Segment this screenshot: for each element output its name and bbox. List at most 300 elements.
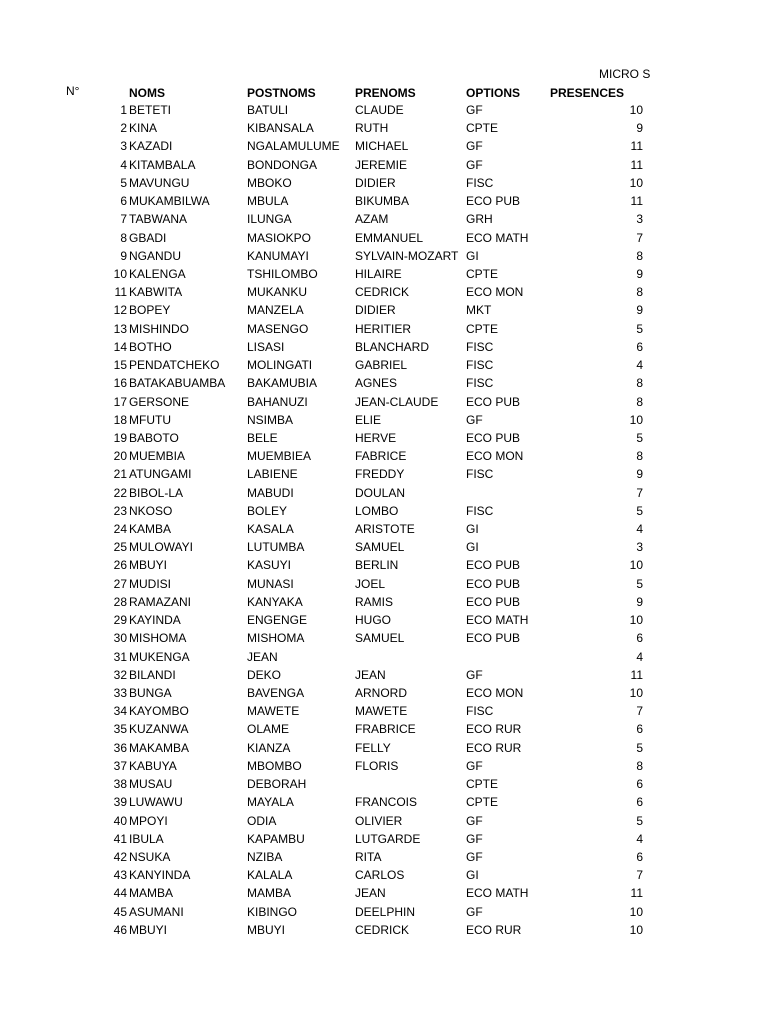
cell-presence: 8 — [636, 394, 643, 409]
cell-number: 3 — [120, 139, 127, 154]
cell-postnom: JEAN — [247, 649, 278, 664]
column-header-postnoms: POSTNOMS — [247, 86, 316, 100]
table-row — [0, 922, 768, 940]
cell-number: 30 — [113, 631, 127, 646]
cell-presence: 5 — [636, 576, 643, 591]
cell-prenom: ARISTOTE — [355, 522, 415, 537]
cell-option: FISC — [466, 376, 494, 391]
cell-postnom: MUNASI — [247, 576, 294, 591]
cell-presence: 10 — [629, 175, 643, 190]
cell-prenom: AZAM — [355, 212, 389, 227]
cell-number: 39 — [113, 795, 127, 810]
table-row — [0, 193, 768, 211]
cell-presence: 8 — [636, 758, 643, 773]
cell-option: GI — [466, 522, 479, 537]
cell-number: 29 — [113, 613, 127, 628]
cell-option: ECO MATH — [466, 886, 529, 901]
cell-option: CPTE — [466, 795, 499, 810]
cell-presence: 3 — [636, 540, 643, 555]
cell-prenom: AGNES — [355, 376, 398, 391]
cell-prenom: JEAN — [355, 886, 386, 901]
cell-prenom: RITA — [355, 849, 382, 864]
table-row — [0, 248, 768, 266]
table-row — [0, 630, 768, 648]
cell-prenom: FRANCOIS — [355, 795, 418, 810]
cell-postnom: ENGENGE — [247, 613, 308, 628]
cell-prenom: ELIE — [355, 412, 382, 427]
cell-prenom: RUTH — [355, 121, 389, 136]
cell-option: CPTE — [466, 121, 499, 136]
cell-presence: 6 — [636, 339, 643, 354]
column-header-noms: NOMS — [129, 86, 165, 100]
cell-postnom: KASALA — [247, 522, 294, 537]
cell-number: 34 — [113, 704, 127, 719]
cell-postnom: BAHANUZI — [247, 394, 308, 409]
cell-postnom: ILUNGA — [247, 212, 292, 227]
cell-option: FISC — [466, 339, 494, 354]
cell-prenom: DOULAN — [355, 485, 406, 500]
cell-number: 6 — [120, 194, 127, 209]
cell-option: CPTE — [466, 266, 499, 281]
cell-prenom: MAWETE — [355, 704, 408, 719]
table-row — [0, 740, 768, 758]
table-row — [0, 885, 768, 903]
cell-nom: MUSAU — [129, 777, 173, 792]
cell-nom: MPOYI — [129, 813, 168, 828]
cell-option: GF — [466, 412, 483, 427]
cell-presence: 9 — [636, 594, 643, 609]
cell-postnom: NSIMBA — [247, 412, 294, 427]
cell-nom: IBULA — [129, 831, 164, 846]
cell-postnom: TSHILOMBO — [247, 266, 318, 281]
table-row — [0, 867, 768, 885]
cell-nom: MBUYI — [129, 558, 168, 573]
cell-prenom: CEDRICK — [355, 922, 410, 937]
cell-prenom: BERLIN — [355, 558, 399, 573]
cell-prenom: SYLVAIN-MOZART — [355, 248, 459, 263]
cell-presence: 5 — [636, 430, 643, 445]
cell-prenom: JEAN-CLAUDE — [355, 394, 439, 409]
cell-presence: 9 — [636, 467, 643, 482]
cell-prenom: JEAN — [355, 667, 386, 682]
cell-number: 46 — [113, 922, 127, 937]
cell-number: 35 — [113, 722, 127, 737]
cell-postnom: MOLINGATI — [247, 358, 313, 373]
table-row — [0, 430, 768, 448]
table-row — [0, 211, 768, 229]
cell-option: CPTE — [466, 321, 499, 336]
cell-presence: 3 — [636, 212, 643, 227]
cell-nom: LUWAWU — [129, 795, 183, 810]
table-row — [0, 521, 768, 539]
cell-postnom: KASUYI — [247, 558, 292, 573]
cell-option: ECO MON — [466, 449, 524, 464]
cell-postnom: MAWETE — [247, 704, 300, 719]
cell-option: MKT — [466, 303, 492, 318]
cell-number: 15 — [113, 358, 127, 373]
cell-prenom: SAMUEL — [355, 631, 405, 646]
cell-postnom: LUTUMBA — [247, 540, 305, 555]
cell-nom: MAKAMBA — [129, 740, 190, 755]
cell-number: 45 — [113, 904, 127, 919]
cell-number: 40 — [113, 813, 127, 828]
cell-prenom: DIDIER — [355, 303, 396, 318]
cell-prenom: GABRIEL — [355, 358, 408, 373]
cell-postnom: BONDONGA — [247, 157, 318, 172]
cell-postnom: MBULA — [247, 194, 289, 209]
cell-prenom: JOEL — [355, 576, 386, 591]
cell-presence: 8 — [636, 376, 643, 391]
table-row — [0, 175, 768, 193]
cell-prenom: FABRICE — [355, 449, 407, 464]
cell-nom: KINA — [129, 121, 158, 136]
table-row — [0, 357, 768, 375]
cell-presence: 4 — [636, 831, 643, 846]
cell-presence: 10 — [629, 103, 643, 117]
cell-presence: 11 — [630, 157, 643, 172]
cell-presence: 6 — [636, 631, 643, 646]
cell-nom: MAVUNGU — [129, 175, 190, 190]
cell-number: 9 — [120, 248, 127, 263]
cell-prenom: CLAUDE — [355, 103, 404, 117]
cell-presence: 7 — [636, 485, 643, 500]
cell-presence: 4 — [636, 522, 643, 537]
cell-postnom: BATULI — [247, 103, 289, 117]
cell-nom: PENDATCHEKO — [129, 358, 220, 373]
cell-nom: KAZADI — [129, 139, 173, 154]
cell-presence: 10 — [629, 922, 643, 937]
cell-option: GRH — [466, 212, 493, 227]
cell-prenom: DIDIER — [355, 175, 396, 190]
cell-postnom: MASENGO — [247, 321, 309, 336]
table-row — [0, 284, 768, 302]
cell-number: 10 — [113, 266, 127, 281]
cell-prenom: ARNORD — [355, 686, 408, 700]
cell-presence: 5 — [636, 503, 643, 518]
cell-nom: MUKENGA — [129, 649, 190, 664]
cell-option: GI — [466, 248, 479, 263]
cell-option: ECO MON — [466, 285, 524, 300]
cell-presence: 5 — [636, 813, 643, 828]
table-row — [0, 412, 768, 430]
cell-postnom: BOLEY — [247, 503, 288, 518]
cell-postnom: OLAME — [247, 722, 290, 737]
cell-nom: MUDISI — [129, 576, 171, 591]
cell-presence: 4 — [636, 649, 643, 664]
cell-option: GI — [466, 540, 479, 555]
cell-postnom: BAKAMUBIA — [247, 376, 318, 391]
cell-number: 11 — [114, 285, 127, 300]
cell-number: 13 — [113, 321, 127, 336]
table-row — [0, 230, 768, 248]
cell-presence: 7 — [636, 868, 643, 883]
cell-prenom: HERVE — [355, 430, 397, 445]
cell-number: 12 — [113, 303, 127, 318]
cell-nom: BIBOL-LA — [129, 485, 184, 500]
cell-presence: 6 — [636, 795, 643, 810]
cell-prenom: BLANCHARD — [355, 339, 430, 354]
table-row — [0, 904, 768, 922]
cell-number: 22 — [113, 485, 127, 500]
cell-presence: 7 — [636, 230, 643, 245]
cell-option: GF — [466, 103, 483, 117]
cell-prenom: OLIVIER — [355, 813, 403, 828]
cell-postnom: KIANZA — [247, 740, 291, 755]
cell-number: 41 — [113, 831, 127, 846]
cell-postnom: MANZELA — [247, 303, 304, 318]
table-row — [0, 576, 768, 594]
cell-presence: 10 — [629, 686, 643, 700]
cell-number: 23 — [113, 503, 127, 518]
cell-option: ECO RUR — [466, 922, 522, 937]
table-row — [0, 667, 768, 685]
cell-postnom: BELE — [247, 430, 278, 445]
column-header-number: N° — [66, 84, 80, 98]
cell-postnom: MABUDI — [247, 485, 294, 500]
table-row — [0, 302, 768, 320]
cell-option: ECO RUR — [466, 740, 522, 755]
cell-postnom: MUEMBIEA — [247, 449, 312, 464]
cell-postnom: MBOMBO — [247, 758, 302, 773]
cell-number: 17 — [113, 394, 127, 409]
cell-option: ECO RUR — [466, 722, 522, 737]
cell-number: 5 — [120, 175, 127, 190]
cell-option: CPTE — [466, 777, 499, 792]
cell-nom: BOTHO — [129, 339, 172, 354]
cell-option: ECO PUB — [466, 594, 521, 609]
table-row — [0, 339, 768, 357]
cell-option: FISC — [466, 175, 494, 190]
table-row — [0, 539, 768, 557]
cell-presence: 9 — [636, 266, 643, 281]
cell-option: GF — [466, 758, 483, 773]
table-row — [0, 794, 768, 812]
cell-nom: MISHOMA — [129, 631, 187, 646]
cell-prenom: FELLY — [355, 740, 391, 755]
cell-number: 28 — [113, 594, 127, 609]
cell-number: 4 — [120, 157, 127, 172]
cell-nom: MISHINDO — [129, 321, 189, 336]
table-row — [0, 594, 768, 612]
cell-number: 37 — [113, 758, 127, 773]
cell-nom: MUKAMBILWA — [129, 194, 210, 209]
cell-number: 1 — [120, 103, 127, 117]
cell-number: 31 — [113, 649, 127, 664]
table-row — [0, 612, 768, 630]
cell-nom: GERSONE — [129, 394, 190, 409]
cell-postnom: BAVENGA — [247, 686, 305, 700]
cell-number: 36 — [113, 740, 127, 755]
cell-presence: 11 — [630, 667, 643, 682]
cell-number: 21 — [113, 467, 127, 482]
cell-number: 26 — [113, 558, 127, 573]
cell-prenom: SAMUEL — [355, 540, 405, 555]
cell-postnom: MBOKO — [247, 175, 292, 190]
table-row — [0, 776, 768, 794]
cell-prenom: RAMIS — [355, 594, 394, 609]
table-row — [0, 394, 768, 412]
table-body — [0, 102, 768, 940]
cell-presence: 6 — [636, 849, 643, 864]
cell-nom: KITAMBALA — [129, 157, 196, 172]
cell-postnom: KANYAKA — [247, 594, 303, 609]
cell-nom: MULOWAYI — [129, 540, 194, 555]
cell-nom: KAYOMBO — [129, 704, 189, 719]
table-row — [0, 138, 768, 156]
table-row — [0, 703, 768, 721]
cell-number: 24 — [113, 522, 127, 537]
cell-nom: BUNGA — [129, 686, 172, 700]
cell-number: 8 — [120, 230, 127, 245]
cell-option: GF — [466, 849, 483, 864]
cell-presence: 10 — [629, 558, 643, 573]
cell-prenom: CARLOS — [355, 868, 405, 883]
cell-number: 14 — [113, 339, 127, 354]
table-row — [0, 649, 768, 667]
table-row — [0, 448, 768, 466]
cell-option: ECO PUB — [466, 394, 521, 409]
cell-postnom: KIBANSALA — [247, 121, 314, 136]
cell-nom: BABOTO — [129, 430, 179, 445]
cell-postnom: KAPAMBU — [247, 831, 305, 846]
cell-nom: KUZANWA — [129, 722, 189, 737]
cell-postnom: DEKO — [247, 667, 282, 682]
sheet-top-label: MICRO S — [599, 67, 651, 81]
cell-prenom: FLORIS — [355, 758, 399, 773]
cell-option: ECO PUB — [466, 194, 521, 209]
cell-postnom: MUKANKU — [247, 285, 308, 300]
cell-presence: 9 — [636, 121, 643, 136]
cell-option: GF — [466, 139, 483, 154]
cell-postnom: KIBINGO — [247, 904, 298, 919]
cell-option: FISC — [466, 704, 494, 719]
cell-nom: BILANDI — [129, 667, 176, 682]
cell-number: 44 — [113, 886, 127, 901]
cell-presence: 8 — [636, 449, 643, 464]
cell-presence: 11 — [630, 194, 643, 209]
cell-nom: BOPEY — [129, 303, 171, 318]
cell-prenom: HILAIRE — [355, 266, 402, 281]
cell-option: ECO PUB — [466, 558, 521, 573]
cell-option: FISC — [466, 503, 494, 518]
cell-number: 2 — [120, 121, 127, 136]
cell-postnom: MBUYI — [247, 922, 286, 937]
table-row — [0, 321, 768, 339]
cell-postnom: DEBORAH — [247, 777, 307, 792]
table-row — [0, 102, 768, 120]
cell-nom: KANYINDA — [129, 868, 191, 883]
cell-number: 16 — [113, 376, 127, 391]
cell-nom: NGANDU — [129, 248, 182, 263]
table-row — [0, 721, 768, 739]
cell-nom: TABWANA — [129, 212, 188, 227]
cell-option: ECO PUB — [466, 430, 521, 445]
cell-postnom: LABIENE — [247, 467, 298, 482]
cell-presence: 11 — [630, 886, 643, 901]
column-header-prenoms: PRENOMS — [355, 86, 416, 100]
cell-nom: ASUMANI — [129, 904, 184, 919]
table-header-row — [0, 85, 768, 103]
cell-postnom: KANUMAYI — [247, 248, 309, 263]
table-row — [0, 157, 768, 175]
cell-option: GF — [466, 813, 483, 828]
cell-presence: 5 — [636, 321, 643, 336]
cell-nom: KALENGA — [129, 266, 186, 281]
table-row — [0, 503, 768, 521]
cell-number: 27 — [113, 576, 127, 591]
cell-number: 7 — [120, 212, 127, 227]
cell-prenom: BIKUMBA — [355, 194, 410, 209]
cell-presence: 11 — [630, 139, 643, 154]
cell-prenom: FRABRICE — [355, 722, 416, 737]
cell-nom: KABWITA — [129, 285, 183, 300]
cell-postnom: LISASI — [247, 339, 285, 354]
table-row — [0, 758, 768, 776]
table-row — [0, 557, 768, 575]
cell-presence: 10 — [629, 613, 643, 628]
cell-number: 33 — [113, 686, 127, 700]
cell-nom: MAMBA — [129, 886, 174, 901]
table-row — [0, 685, 768, 703]
table-row — [0, 831, 768, 849]
cell-postnom: MAMBA — [247, 886, 292, 901]
cell-prenom: EMMANUEL — [355, 230, 424, 245]
cell-option: GI — [466, 868, 479, 883]
cell-prenom: HERITIER — [355, 321, 412, 336]
cell-presence: 4 — [636, 358, 643, 373]
cell-postnom: MAYALA — [247, 795, 294, 810]
cell-option: ECO MATH — [466, 613, 529, 628]
cell-option: ECO PUB — [466, 631, 521, 646]
cell-number: 32 — [113, 667, 127, 682]
cell-presence: 8 — [636, 285, 643, 300]
cell-postnom: MISHOMA — [247, 631, 305, 646]
cell-prenom: FREDDY — [355, 467, 405, 482]
table-row — [0, 466, 768, 484]
cell-prenom: JEREMIE — [355, 157, 408, 172]
cell-presence: 10 — [629, 412, 643, 427]
table-row — [0, 849, 768, 867]
table-row — [0, 375, 768, 393]
cell-nom: KAYINDA — [129, 613, 181, 628]
cell-nom: NKOSO — [129, 503, 173, 518]
cell-option: GF — [466, 904, 483, 919]
cell-presence: 8 — [636, 248, 643, 263]
cell-nom: KABUYA — [129, 758, 177, 773]
cell-nom: RAMAZANI — [129, 594, 192, 609]
cell-nom: ATUNGAMI — [129, 467, 192, 482]
cell-presence: 6 — [636, 777, 643, 792]
cell-option: GF — [466, 831, 483, 846]
cell-nom: MUEMBIA — [129, 449, 186, 464]
cell-presence: 10 — [629, 904, 643, 919]
cell-number: 20 — [113, 449, 127, 464]
cell-number: 25 — [113, 540, 127, 555]
cell-option: GF — [466, 157, 483, 172]
cell-postnom: NZIBA — [247, 849, 283, 864]
cell-postnom: NGALAMULUME — [247, 139, 340, 154]
column-header-presences: PRESENCES — [550, 86, 625, 100]
table-row — [0, 120, 768, 138]
cell-prenom: MICHAEL — [355, 139, 409, 154]
cell-option: ECO MATH — [466, 230, 529, 245]
cell-option: FISC — [466, 358, 494, 373]
cell-prenom: DEELPHIN — [355, 904, 416, 919]
cell-option: ECO MON — [466, 686, 524, 700]
cell-nom: BATAKABUAMBA — [129, 376, 226, 391]
cell-number: 18 — [113, 412, 127, 427]
cell-nom: NSUKA — [129, 849, 171, 864]
